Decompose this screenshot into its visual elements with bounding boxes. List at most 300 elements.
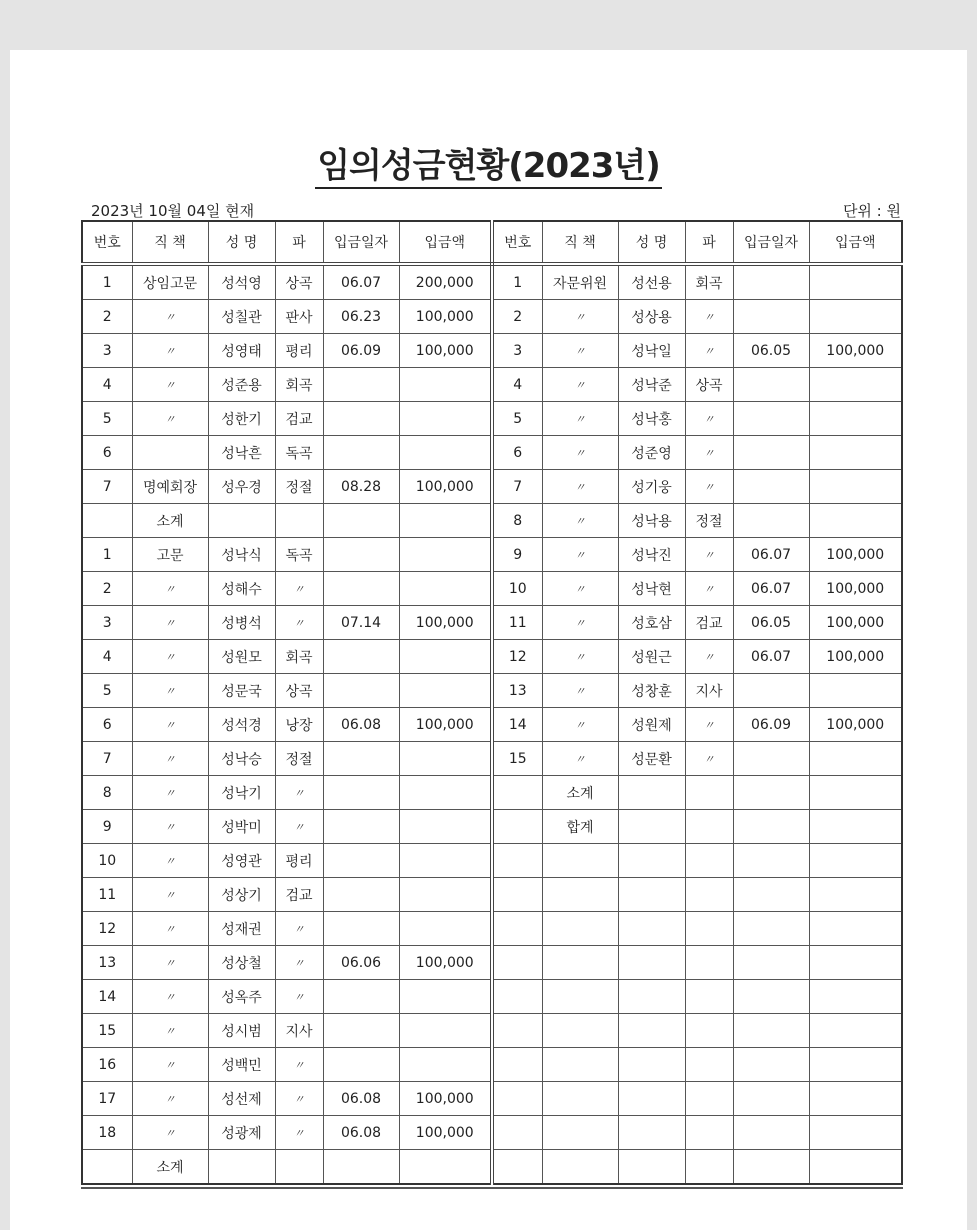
cell-date bbox=[323, 1048, 399, 1082]
cell-date bbox=[733, 912, 809, 946]
cell-position: 〃 bbox=[132, 300, 208, 334]
cell-branch: 〃 bbox=[685, 640, 733, 674]
cell-no: 13 bbox=[492, 674, 542, 708]
cell-date bbox=[323, 674, 399, 708]
cell-name: 성광제 bbox=[208, 1116, 275, 1150]
cell-name bbox=[618, 912, 685, 946]
cell-name: 성낙승 bbox=[208, 742, 275, 776]
cell-branch bbox=[275, 504, 323, 538]
cell-name: 성창훈 bbox=[618, 674, 685, 708]
cell-no: 7 bbox=[82, 742, 132, 776]
cell-date: 08.28 bbox=[323, 470, 399, 504]
table-row bbox=[82, 264, 902, 300]
table-row bbox=[82, 674, 902, 708]
cell-branch bbox=[685, 1082, 733, 1116]
cell-no: 5 bbox=[492, 402, 542, 436]
cell-name: 성낙홍 bbox=[618, 402, 685, 436]
cell-name: 성석경 bbox=[208, 708, 275, 742]
cell-branch: 〃 bbox=[275, 810, 323, 844]
cell-amount bbox=[809, 742, 902, 776]
cell-date bbox=[733, 776, 809, 810]
cell-amount bbox=[809, 470, 902, 504]
table-row bbox=[82, 980, 902, 1014]
cell-amount bbox=[809, 1014, 902, 1048]
cell-date: 06.08 bbox=[323, 1116, 399, 1150]
cell-amount: 100,000 bbox=[399, 1082, 492, 1116]
cell-amount bbox=[809, 504, 902, 538]
cell-position: 〃 bbox=[132, 1082, 208, 1116]
cell-no: 8 bbox=[492, 504, 542, 538]
cell-date: 06.05 bbox=[733, 334, 809, 368]
cell-amount: 200,000 bbox=[399, 264, 492, 300]
cell-position: 〃 bbox=[542, 436, 618, 470]
cell-position bbox=[542, 1082, 618, 1116]
table-row bbox=[82, 504, 902, 538]
cell-branch: 평리 bbox=[275, 844, 323, 878]
cell-branch bbox=[685, 810, 733, 844]
cell-amount bbox=[809, 264, 902, 300]
cell-date bbox=[323, 504, 399, 538]
cell-no: 2 bbox=[82, 300, 132, 334]
cell-date bbox=[733, 1150, 809, 1185]
cell-date bbox=[323, 368, 399, 402]
cell-name bbox=[618, 1048, 685, 1082]
cell-date bbox=[323, 844, 399, 878]
cell-no bbox=[492, 1048, 542, 1082]
cell-name: 성영관 bbox=[208, 844, 275, 878]
cell-no: 3 bbox=[82, 606, 132, 640]
cell-branch: 〃 bbox=[275, 980, 323, 1014]
table-row bbox=[82, 1116, 902, 1150]
cell-amount: 100,000 bbox=[399, 334, 492, 368]
cell-no: 2 bbox=[82, 572, 132, 606]
document-title bbox=[10, 138, 967, 187]
cell-position: 상임고문 bbox=[132, 264, 208, 300]
cell-position: 〃 bbox=[132, 844, 208, 878]
cell-date: 06.08 bbox=[323, 708, 399, 742]
cell-no bbox=[492, 946, 542, 980]
cell-date bbox=[733, 742, 809, 776]
cell-branch: 〃 bbox=[685, 402, 733, 436]
cell-no bbox=[492, 810, 542, 844]
cell-name bbox=[208, 504, 275, 538]
cell-name bbox=[618, 1082, 685, 1116]
cell-date bbox=[733, 300, 809, 334]
cell-no: 1 bbox=[492, 264, 542, 300]
cell-position: 자문위원 bbox=[542, 264, 618, 300]
cell-position: 소계 bbox=[542, 776, 618, 810]
cell-branch: 〃 bbox=[685, 334, 733, 368]
cell-date bbox=[323, 640, 399, 674]
cell-position: 〃 bbox=[132, 1116, 208, 1150]
cell-name: 성선제 bbox=[208, 1082, 275, 1116]
cell-name: 성백민 bbox=[208, 1048, 275, 1082]
cell-no: 14 bbox=[492, 708, 542, 742]
cell-name: 성기웅 bbox=[618, 470, 685, 504]
table-row bbox=[82, 402, 902, 436]
cell-amount bbox=[809, 810, 902, 844]
cell-position: 〃 bbox=[542, 300, 618, 334]
cell-branch: 〃 bbox=[275, 572, 323, 606]
cell-position: 소계 bbox=[132, 1150, 208, 1185]
table-row bbox=[82, 878, 902, 912]
cell-date bbox=[323, 436, 399, 470]
cell-amount: 100,000 bbox=[399, 470, 492, 504]
cell-position: 〃 bbox=[542, 538, 618, 572]
column-header: 입금액 bbox=[399, 221, 492, 264]
cell-name: 성낙식 bbox=[208, 538, 275, 572]
cell-branch bbox=[685, 946, 733, 980]
cell-date: 07.14 bbox=[323, 606, 399, 640]
cell-name: 성원근 bbox=[618, 640, 685, 674]
cell-name: 성시범 bbox=[208, 1014, 275, 1048]
cell-date: 06.07 bbox=[733, 538, 809, 572]
date-text: 2023년 10월 04일 현재 bbox=[91, 202, 255, 220]
cell-name bbox=[618, 1116, 685, 1150]
cell-branch: 〃 bbox=[685, 742, 733, 776]
cell-position: 〃 bbox=[542, 606, 618, 640]
cell-branch bbox=[685, 912, 733, 946]
cell-position: 〃 bbox=[132, 572, 208, 606]
cell-amount: 100,000 bbox=[399, 708, 492, 742]
table-row bbox=[82, 470, 902, 504]
cell-position: 〃 bbox=[132, 946, 208, 980]
cell-date bbox=[733, 368, 809, 402]
cell-amount bbox=[399, 1150, 492, 1185]
table-row bbox=[82, 436, 902, 470]
table-row bbox=[82, 1014, 902, 1048]
cell-position: 〃 bbox=[132, 810, 208, 844]
cell-name bbox=[618, 776, 685, 810]
cell-amount bbox=[399, 980, 492, 1014]
cell-position: 합계 bbox=[542, 810, 618, 844]
table-row bbox=[82, 1150, 902, 1185]
cell-name: 성칠관 bbox=[208, 300, 275, 334]
cell-branch: 회곡 bbox=[275, 640, 323, 674]
cell-position: 〃 bbox=[542, 640, 618, 674]
cell-no: 4 bbox=[492, 368, 542, 402]
cell-date bbox=[323, 742, 399, 776]
cell-position: 〃 bbox=[542, 674, 618, 708]
cell-no: 11 bbox=[492, 606, 542, 640]
cell-amount bbox=[809, 402, 902, 436]
cell-position: 소계 bbox=[132, 504, 208, 538]
cell-no: 16 bbox=[82, 1048, 132, 1082]
cell-amount: 100,000 bbox=[809, 538, 902, 572]
cell-name: 성한기 bbox=[208, 402, 275, 436]
cell-date bbox=[733, 1082, 809, 1116]
cell-no: 12 bbox=[492, 640, 542, 674]
cell-date bbox=[323, 402, 399, 436]
cell-no bbox=[82, 1150, 132, 1185]
cell-branch: 〃 bbox=[275, 1116, 323, 1150]
table-row bbox=[82, 912, 902, 946]
cell-branch: 독곡 bbox=[275, 538, 323, 572]
cell-name bbox=[618, 946, 685, 980]
cell-no: 8 bbox=[82, 776, 132, 810]
cell-no: 13 bbox=[82, 946, 132, 980]
cell-amount: 100,000 bbox=[809, 572, 902, 606]
cell-name: 성병석 bbox=[208, 606, 275, 640]
cell-branch: 검교 bbox=[685, 606, 733, 640]
cell-amount bbox=[399, 1048, 492, 1082]
cell-amount bbox=[399, 912, 492, 946]
cell-position: 〃 bbox=[542, 572, 618, 606]
cell-position: 〃 bbox=[542, 368, 618, 402]
cell-name bbox=[618, 810, 685, 844]
cell-date bbox=[733, 844, 809, 878]
document-meta bbox=[81, 200, 901, 220]
cell-position: 〃 bbox=[542, 708, 618, 742]
cell-amount bbox=[809, 300, 902, 334]
cell-branch bbox=[685, 1150, 733, 1185]
cell-position bbox=[542, 946, 618, 980]
table-row bbox=[82, 708, 902, 742]
table-row bbox=[82, 1082, 902, 1116]
cell-no: 9 bbox=[492, 538, 542, 572]
cell-no: 5 bbox=[82, 402, 132, 436]
cell-amount bbox=[809, 878, 902, 912]
cell-no: 17 bbox=[82, 1082, 132, 1116]
column-header: 입금액 bbox=[809, 221, 902, 264]
cell-date bbox=[733, 436, 809, 470]
cell-amount bbox=[809, 436, 902, 470]
cell-name: 성상용 bbox=[618, 300, 685, 334]
cell-branch: 정절 bbox=[685, 504, 733, 538]
cell-no: 5 bbox=[82, 674, 132, 708]
cell-name: 성영태 bbox=[208, 334, 275, 368]
table-row bbox=[82, 640, 902, 674]
cell-position: 명예회장 bbox=[132, 470, 208, 504]
cell-no: 4 bbox=[82, 640, 132, 674]
cell-amount: 100,000 bbox=[399, 1116, 492, 1150]
cell-branch: 〃 bbox=[275, 1082, 323, 1116]
cell-no: 1 bbox=[82, 264, 132, 300]
cell-branch: 〃 bbox=[275, 776, 323, 810]
cell-amount: 100,000 bbox=[809, 334, 902, 368]
cell-name bbox=[618, 844, 685, 878]
table-row bbox=[82, 946, 902, 980]
cell-amount bbox=[809, 1116, 902, 1150]
table-row bbox=[82, 300, 902, 334]
cell-branch: 〃 bbox=[275, 1048, 323, 1082]
cell-date: 06.07 bbox=[733, 640, 809, 674]
cell-branch: 〃 bbox=[685, 436, 733, 470]
cell-position: 〃 bbox=[132, 674, 208, 708]
cell-position bbox=[542, 912, 618, 946]
cell-no: 15 bbox=[82, 1014, 132, 1048]
cell-position: 〃 bbox=[132, 368, 208, 402]
cell-amount: 100,000 bbox=[399, 606, 492, 640]
cell-amount bbox=[399, 844, 492, 878]
cell-position bbox=[542, 844, 618, 878]
cell-name: 성해수 bbox=[208, 572, 275, 606]
cell-name: 성옥주 bbox=[208, 980, 275, 1014]
cell-date bbox=[733, 504, 809, 538]
cell-name: 성낙기 bbox=[208, 776, 275, 810]
cell-name bbox=[208, 1150, 275, 1185]
cell-position: 〃 bbox=[132, 708, 208, 742]
cell-no: 18 bbox=[82, 1116, 132, 1150]
column-header: 입금일자 bbox=[323, 221, 399, 264]
cell-branch bbox=[685, 844, 733, 878]
cell-branch: 낭장 bbox=[275, 708, 323, 742]
cell-branch: 〃 bbox=[685, 572, 733, 606]
cell-date: 06.07 bbox=[323, 264, 399, 300]
cell-date bbox=[323, 810, 399, 844]
cell-branch: 지사 bbox=[685, 674, 733, 708]
cell-position: 〃 bbox=[132, 606, 208, 640]
cell-date bbox=[323, 980, 399, 1014]
cell-position: 〃 bbox=[132, 980, 208, 1014]
cell-branch: 〃 bbox=[275, 946, 323, 980]
cell-position bbox=[132, 436, 208, 470]
cell-branch: 〃 bbox=[685, 538, 733, 572]
cell-position bbox=[542, 1150, 618, 1185]
cell-branch: 지사 bbox=[275, 1014, 323, 1048]
cell-name: 성박미 bbox=[208, 810, 275, 844]
cell-no bbox=[492, 776, 542, 810]
table-row bbox=[82, 368, 902, 402]
cell-no bbox=[492, 1014, 542, 1048]
table-row bbox=[82, 572, 902, 606]
cell-amount bbox=[399, 572, 492, 606]
cell-name: 성석영 bbox=[208, 264, 275, 300]
column-header: 입금일자 bbox=[733, 221, 809, 264]
column-header: 파 bbox=[685, 221, 733, 264]
cell-amount bbox=[399, 504, 492, 538]
cell-position bbox=[542, 1014, 618, 1048]
cell-date bbox=[323, 1150, 399, 1185]
cell-date bbox=[733, 264, 809, 300]
cell-date bbox=[733, 878, 809, 912]
cell-amount bbox=[809, 1082, 902, 1116]
cell-no: 1 bbox=[82, 538, 132, 572]
donation-table bbox=[81, 220, 903, 1185]
cell-date bbox=[733, 810, 809, 844]
bottom-rule bbox=[81, 1187, 903, 1189]
cell-amount bbox=[809, 980, 902, 1014]
cell-date bbox=[323, 1014, 399, 1048]
cell-branch: 검교 bbox=[275, 878, 323, 912]
column-header: 성 명 bbox=[208, 221, 275, 264]
cell-amount bbox=[809, 1150, 902, 1185]
cell-date: 06.08 bbox=[323, 1082, 399, 1116]
cell-position bbox=[542, 1116, 618, 1150]
cell-date bbox=[733, 1116, 809, 1150]
table-row bbox=[82, 538, 902, 572]
table-row bbox=[82, 844, 902, 878]
cell-date bbox=[733, 1014, 809, 1048]
cell-name: 성낙현 bbox=[618, 572, 685, 606]
cell-date: 06.23 bbox=[323, 300, 399, 334]
cell-amount: 100,000 bbox=[399, 946, 492, 980]
cell-date bbox=[323, 572, 399, 606]
cell-position: 고문 bbox=[132, 538, 208, 572]
cell-branch: 〃 bbox=[685, 470, 733, 504]
cell-branch: 〃 bbox=[275, 912, 323, 946]
cell-no bbox=[492, 844, 542, 878]
cell-position: 〃 bbox=[132, 334, 208, 368]
cell-amount bbox=[399, 1014, 492, 1048]
cell-branch bbox=[685, 1116, 733, 1150]
document-page bbox=[10, 50, 967, 1230]
cell-amount bbox=[399, 436, 492, 470]
cell-branch: 독곡 bbox=[275, 436, 323, 470]
cell-amount bbox=[399, 776, 492, 810]
title-text: 임의성금현황(2023년) bbox=[315, 146, 662, 189]
cell-amount bbox=[809, 912, 902, 946]
cell-branch: 회곡 bbox=[685, 264, 733, 300]
cell-branch: 검교 bbox=[275, 402, 323, 436]
cell-name bbox=[618, 878, 685, 912]
cell-amount bbox=[399, 742, 492, 776]
cell-name: 성낙일 bbox=[618, 334, 685, 368]
cell-no: 14 bbox=[82, 980, 132, 1014]
cell-date bbox=[323, 878, 399, 912]
cell-position: 〃 bbox=[132, 1014, 208, 1048]
column-header: 파 bbox=[275, 221, 323, 264]
table-row bbox=[82, 742, 902, 776]
cell-branch: 〃 bbox=[685, 300, 733, 334]
cell-position: 〃 bbox=[132, 912, 208, 946]
cell-amount bbox=[399, 878, 492, 912]
cell-position: 〃 bbox=[132, 1048, 208, 1082]
cell-branch bbox=[685, 776, 733, 810]
cell-date bbox=[323, 912, 399, 946]
cell-no: 6 bbox=[82, 708, 132, 742]
cell-no: 6 bbox=[82, 436, 132, 470]
cell-name: 성우경 bbox=[208, 470, 275, 504]
cell-amount bbox=[809, 844, 902, 878]
cell-amount: 100,000 bbox=[809, 640, 902, 674]
cell-name bbox=[618, 1150, 685, 1185]
cell-no: 6 bbox=[492, 436, 542, 470]
cell-branch: 〃 bbox=[275, 606, 323, 640]
cell-branch bbox=[275, 1150, 323, 1185]
cell-name: 성원제 bbox=[618, 708, 685, 742]
cell-position: 〃 bbox=[132, 402, 208, 436]
column-header: 성 명 bbox=[618, 221, 685, 264]
cell-no: 7 bbox=[82, 470, 132, 504]
cell-amount bbox=[399, 402, 492, 436]
cell-position: 〃 bbox=[542, 334, 618, 368]
cell-name bbox=[618, 980, 685, 1014]
cell-name: 성호삼 bbox=[618, 606, 685, 640]
cell-branch bbox=[685, 980, 733, 1014]
table-row bbox=[82, 334, 902, 368]
cell-position: 〃 bbox=[132, 742, 208, 776]
cell-branch: 상곡 bbox=[275, 674, 323, 708]
cell-branch: 상곡 bbox=[275, 264, 323, 300]
cell-position: 〃 bbox=[132, 878, 208, 912]
cell-no bbox=[492, 1150, 542, 1185]
cell-name: 성선용 bbox=[618, 264, 685, 300]
cell-no: 11 bbox=[82, 878, 132, 912]
cell-no: 3 bbox=[82, 334, 132, 368]
cell-position bbox=[542, 1048, 618, 1082]
cell-amount bbox=[809, 946, 902, 980]
cell-no bbox=[492, 878, 542, 912]
cell-amount bbox=[399, 810, 492, 844]
cell-name: 성낙용 bbox=[618, 504, 685, 538]
table-row bbox=[82, 606, 902, 640]
cell-amount bbox=[809, 776, 902, 810]
cell-position bbox=[542, 980, 618, 1014]
table-row bbox=[82, 1048, 902, 1082]
column-header: 번호 bbox=[82, 221, 132, 264]
cell-date: 06.07 bbox=[733, 572, 809, 606]
